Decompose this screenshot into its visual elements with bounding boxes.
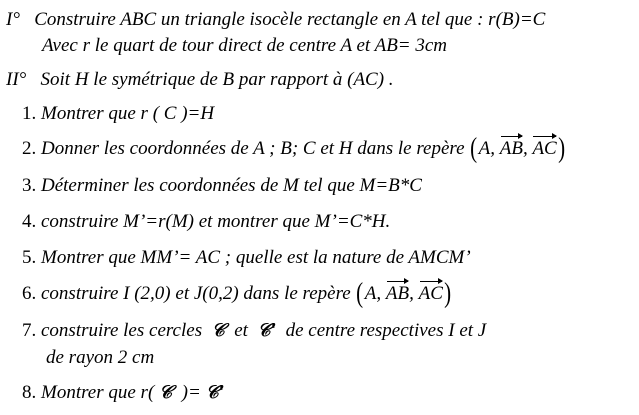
circle-c-symbol: 𝒞 bbox=[159, 382, 173, 403]
item-6 bbox=[22, 278, 452, 309]
item-text: construire M’=r(M) et montrer que M’=C*H. bbox=[41, 211, 391, 232]
item-5 bbox=[22, 247, 471, 269]
part1-text: Construire ABC un triangle isocèle rectangle en A tel que : r(B)=C bbox=[34, 9, 546, 30]
part2-text: Soit H le symétrique de B par rapport à (AC) . bbox=[40, 69, 394, 90]
item-text: Donner les coordonnées de A ; B; C et H dans le repère bbox=[41, 138, 465, 159]
item-8 bbox=[22, 382, 224, 404]
vector-ab: AB bbox=[499, 138, 523, 159]
item-number: 6. bbox=[22, 283, 37, 304]
item-text: Montrer que r( bbox=[41, 382, 155, 403]
item-number: 8. bbox=[22, 382, 37, 403]
item-number: 1. bbox=[22, 103, 37, 124]
item-text-tail: de centre respectives I et J bbox=[285, 320, 487, 341]
circle-c-symbol: 𝒞 bbox=[211, 320, 225, 341]
frame-notation: (A, AB, AC) bbox=[356, 278, 452, 309]
item-text-mid: )= bbox=[181, 382, 201, 403]
vector-ac: AC bbox=[532, 138, 557, 159]
item-7 bbox=[22, 320, 486, 342]
item-text: de rayon 2 cm bbox=[46, 347, 155, 368]
item-7-line2 bbox=[46, 347, 154, 369]
item-number: 4. bbox=[22, 211, 37, 232]
item-number: 5. bbox=[22, 247, 37, 268]
item-number: 7. bbox=[22, 320, 37, 341]
part1-line1 bbox=[6, 9, 545, 31]
item-1 bbox=[22, 103, 214, 125]
item-text: construire les cercles bbox=[41, 320, 203, 341]
part1-line2 bbox=[42, 35, 447, 57]
item-text: Montrer que r ( C )=H bbox=[41, 103, 215, 124]
item-2 bbox=[22, 133, 566, 164]
item-text: Déterminer les coordonnées de M tel que M=B*C bbox=[41, 175, 422, 196]
item-text: construire I (2,0) et J(0,2) dans le repère bbox=[41, 283, 351, 304]
circle-c-prime-symbol: 𝒞' bbox=[257, 320, 277, 341]
vector-ab: AB bbox=[385, 283, 410, 304]
item-3 bbox=[22, 175, 422, 197]
item-number: 3. bbox=[22, 175, 37, 196]
item-4 bbox=[22, 211, 390, 233]
frame-notation: (A, AB, AC) bbox=[470, 133, 565, 164]
part1-text2: Avec r le quart de tour direct de centre A et AB= 3cm bbox=[42, 35, 448, 56]
item-number: 2. bbox=[22, 138, 37, 159]
vector-ac: AC bbox=[418, 283, 443, 304]
part2-line bbox=[6, 69, 394, 91]
part2-numeral: II° bbox=[6, 69, 27, 90]
item-text-et: et bbox=[234, 320, 248, 341]
item-text: Montrer que MM’= AC ; quelle est la nature de AMCM’ bbox=[41, 247, 471, 268]
circle-c-prime-symbol: 𝒞' bbox=[205, 382, 225, 403]
part1-numeral: I° bbox=[6, 9, 20, 30]
